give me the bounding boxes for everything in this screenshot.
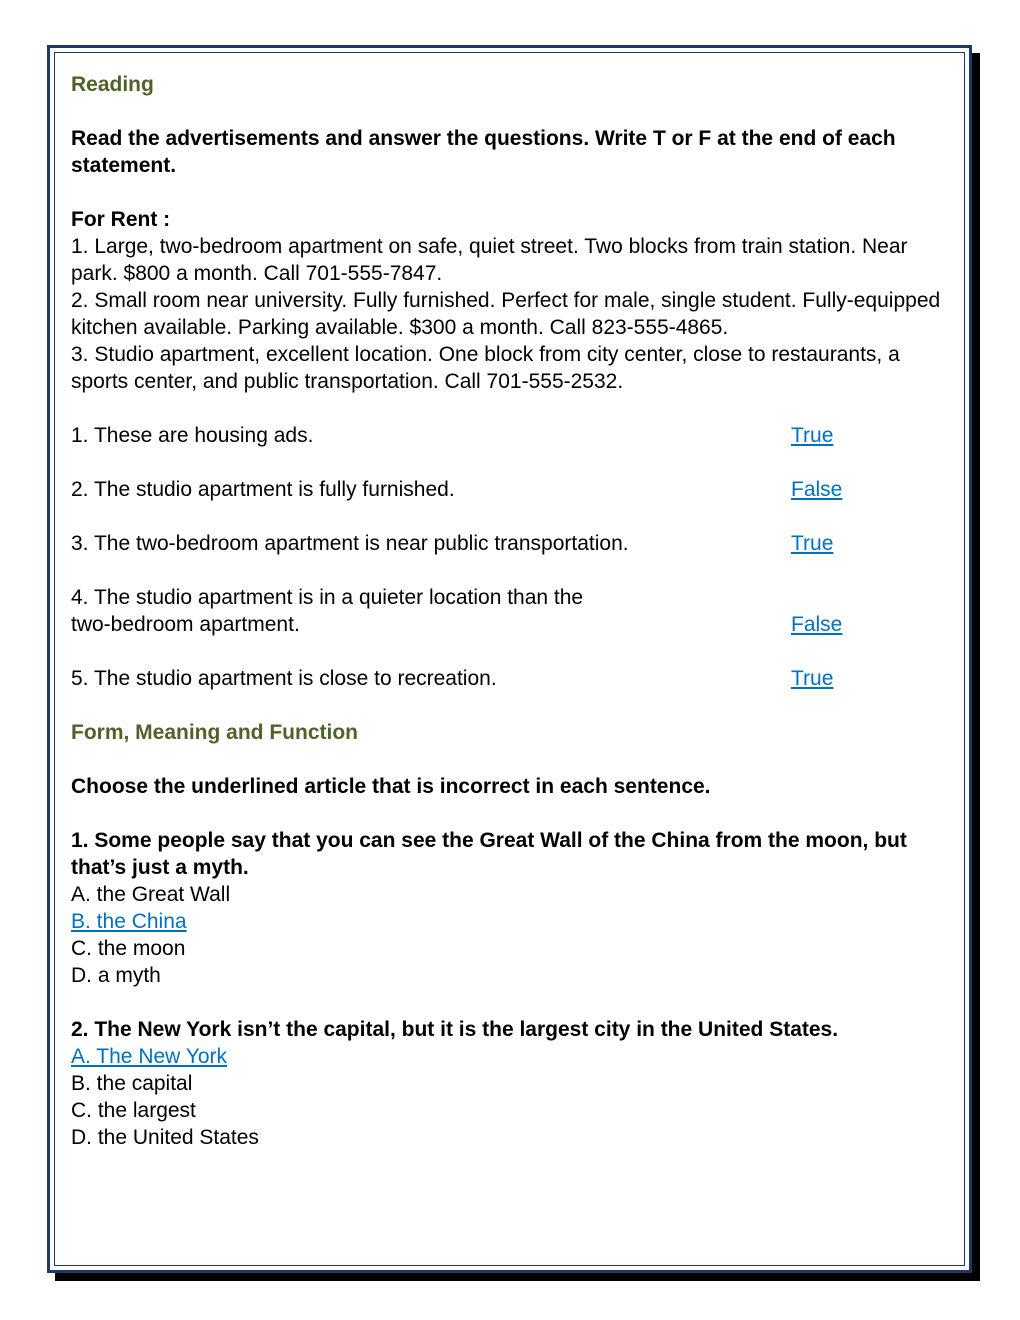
answer-link-4[interactable]: False [791,613,843,636]
ad-1: 1. Large, two-bedroom apartment on safe, quiet street. Two blocks from train station. Near park. $800 a month. Call 701-555-7847. [71,235,908,285]
ad-2: 2. Small room near university. Fully furnished. Perfect for male, single student. Fully-equipped kitchen available. Parking available. $300 a month. Call 823-555-4865. [71,289,941,339]
mc-option-1d: D. a myth [71,964,161,987]
statement-text: 3. The two-bedroom apartment is near public transportation. [71,532,629,555]
statement-text: 2. The studio apartment is fully furnished. [71,478,455,501]
answer-link-3[interactable]: True [791,532,834,555]
mc-option-2c: C. the largest [71,1099,196,1122]
statement-row-3 [71,530,951,557]
form-instructions: Choose the underlined article that is incorrect in each sentence. [71,775,711,798]
statement-row-4 [71,584,951,638]
answer-link-1[interactable]: True [791,424,834,447]
answer-link-5[interactable]: True [791,667,834,690]
mc-option-1b-correct[interactable]: B. the China [71,910,187,933]
for-rent-label: For Rent : [71,208,171,231]
statement-text-cont: two-bedroom apartment. [71,613,300,636]
statement-text: 1. These are housing ads. [71,424,314,447]
mc-option-2a-correct[interactable]: A. The New York [71,1045,228,1068]
mc-option-1a: A. the Great Wall [71,883,231,906]
worksheet-content [71,71,951,1151]
mc-question-2: 2. The New York isn’t the capital, but it is the largest city in the United States. [71,1018,839,1041]
statement-row-2 [71,476,951,503]
form-heading: Form, Meaning and Function [71,721,358,744]
reading-heading: Reading [71,73,154,96]
mc-option-2d: D. the United States [71,1126,259,1149]
ad-3: 3. Studio apartment, excellent location. One block from city center, close to restaurants, a sports center, and public transportation. Call 701-555-2532. [71,343,900,393]
mc-option-2b: B. the capital [71,1072,193,1095]
answer-link-2[interactable]: False [791,478,843,501]
statement-text: 4. The studio apartment is in a quieter location than the [71,586,584,609]
mc-option-1c: C. the moon [71,937,186,960]
statement-row-5 [71,665,951,692]
statement-text: 5. The studio apartment is close to recreation. [71,667,497,690]
reading-instructions: Read the advertisements and answer the questions. Write T or F at the end of each statement. [71,127,896,177]
mc-question-1: 1. Some people say that you can see the Great Wall of the China from the moon, but that’s just a myth. [71,829,907,879]
statement-row-1 [71,422,951,449]
